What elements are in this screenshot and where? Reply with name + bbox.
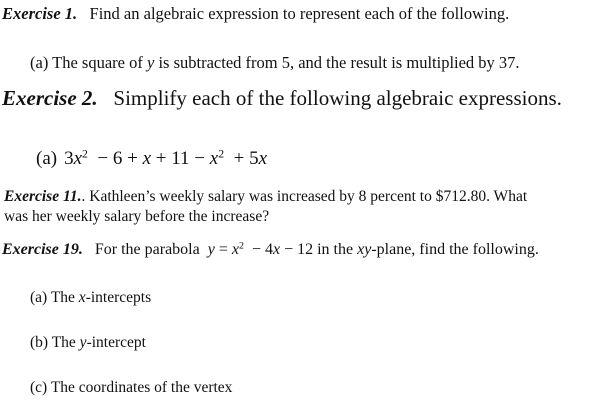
expr-var-1: x: [73, 148, 83, 169]
exercise-19-part-b: [30, 335, 146, 351]
part-a-prefix: (a): [36, 148, 58, 169]
exercise-1-label: Exercise 1.: [2, 4, 78, 23]
equation-mid: − 4: [251, 241, 273, 258]
equation-equals: =: [218, 241, 228, 258]
exercise-1-part-a: [30, 55, 520, 72]
exercise-2-heading: [2, 88, 562, 109]
exercise-11-line-2: [4, 209, 269, 225]
part-b-after: -intercept: [86, 334, 146, 351]
exercise-19-heading: [2, 242, 539, 258]
exercise-2-instruction: Simplify each of the following algebraic expressions.: [113, 86, 562, 110]
exercise-11-label: Exercise 11.: [4, 188, 82, 205]
equation-end: − 12: [284, 241, 314, 258]
expr-term-2: − 6 +: [97, 148, 138, 169]
exercise-19-in-the: in the: [317, 241, 354, 258]
part-c-text: The coordinates of the vertex: [50, 379, 233, 396]
exercise-11-text-2: was her weekly salary before the increase?: [4, 208, 270, 225]
expr-exponent-3: 2: [218, 147, 225, 161]
equation-exponent: 2: [238, 240, 244, 252]
equation-y: y: [207, 241, 215, 258]
exercise-1-heading: [2, 6, 509, 23]
part-c-prefix: (c): [30, 379, 48, 396]
part-a-text-before: The square of: [52, 53, 143, 72]
part-a-prefix: (a): [30, 289, 48, 306]
equation-x-2: x: [272, 241, 281, 258]
part-a-text-after: is subtracted from 5, and the result is multiplied by 37.: [158, 53, 520, 72]
exercise-19-text-before: For the parabola: [94, 241, 200, 258]
exercise-11-text-1: . Kathleen’s weekly salary was increased by 8 percent to $712.80. What: [81, 188, 528, 205]
part-b-var: y: [79, 334, 87, 351]
expr-var-3: x: [209, 148, 219, 169]
expr-term-1: 3: [64, 148, 74, 169]
equation-x: x: [231, 241, 239, 258]
part-a-prefix: (a): [30, 53, 49, 72]
part-a-after: -intercepts: [85, 289, 152, 306]
exercise-19-part-c: [30, 380, 232, 396]
part-b-prefix: (b): [30, 334, 49, 351]
expr-var-2: x: [142, 148, 152, 169]
exercise-1-instruction: Find an algebraic expression to represent each of the following.: [89, 4, 510, 23]
exercise-19-label: Exercise 19.: [2, 241, 83, 258]
exercise-11-line-1: [4, 189, 527, 205]
exercise-19-text-after: -plane, find the following.: [371, 241, 539, 258]
expr-term-4: + 5: [233, 148, 259, 169]
part-b-before: The: [51, 334, 76, 351]
exercise-2-part-a: [36, 149, 267, 168]
plane-var: xy: [357, 241, 372, 258]
expr-term-3: + 11 −: [155, 148, 206, 169]
variable-y: y: [147, 53, 155, 72]
part-a-var: x: [78, 289, 86, 306]
part-a-before: The: [50, 289, 75, 306]
exercise-19-part-a: [30, 290, 151, 306]
exercise-2-label: Exercise 2.: [2, 86, 98, 110]
expr-exponent-1: 2: [82, 147, 88, 161]
expr-var-4: x: [258, 148, 268, 169]
